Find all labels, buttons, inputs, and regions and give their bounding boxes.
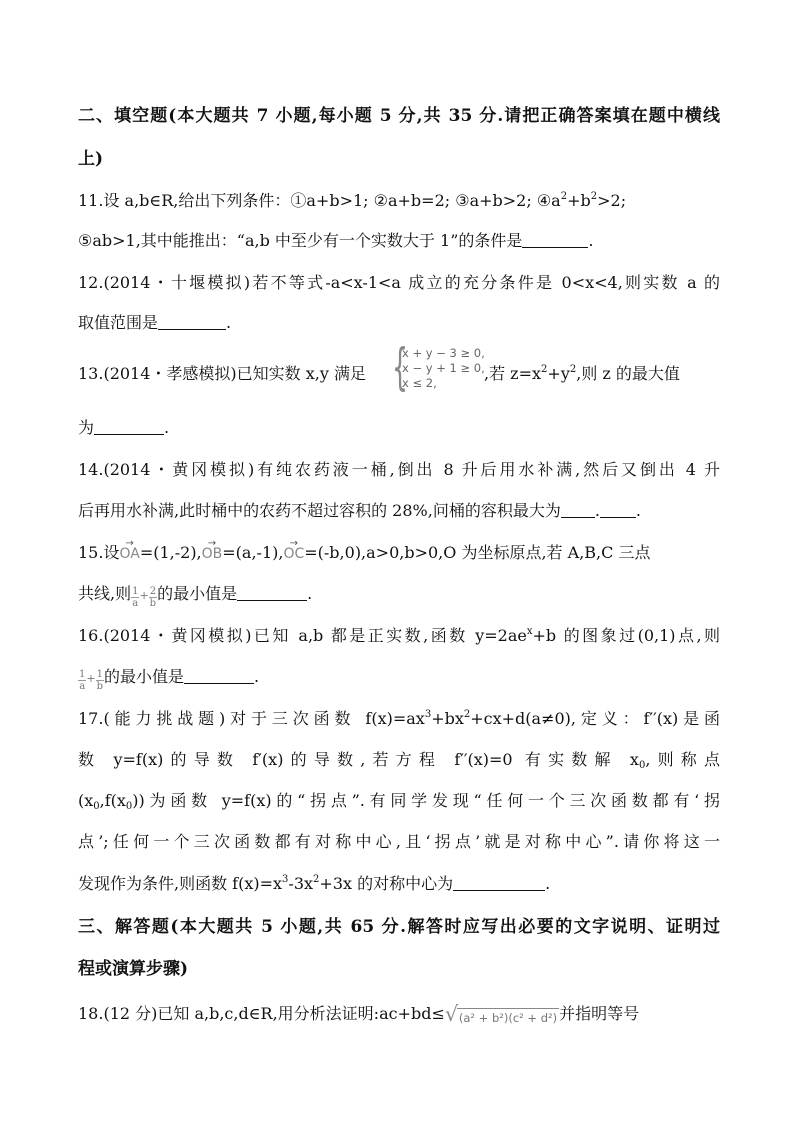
- question-17-line-5: 发现作为条件,则函数 $f(x)=x^3-3x^2+3x$ 的对称中心为 .: [78, 874, 551, 893]
- fraction-1-over-a: $\frac{1}{a}$: [132, 586, 139, 609]
- constraint-1: x + y − 3 ≥ 0,: [402, 346, 485, 360]
- answer-blank[interactable]: [158, 313, 226, 330]
- vector-ob: → OB: [202, 542, 223, 566]
- sqrt-expression-image: √ (a² + b²)(c² + d²): [444, 1002, 558, 1026]
- vector-oa: → OA: [119, 542, 139, 566]
- question-11-line-2: ⑤ab>1,其中能推出：“a,b 中至少有一个实数大于 1”的条件是 .: [78, 231, 594, 250]
- question-16-line-1: 16.(2014・黄冈模拟)已知 a,b 都是正实数,函数 $y=2ae^x+b$ 的图象过(0,1)点,则: [78, 626, 720, 645]
- question-12-line-1: 12.(2014・十堰模拟)若不等式-a<x-1<a 成立的充分条件是 0<x<4,则实数 a 的: [78, 273, 720, 292]
- vector-oc: → OC: [283, 542, 304, 566]
- question-17-line-1: 17.(能力挑战题)对于三次函数 $f(x)=ax^3+bx^2+cx+d(a\ne 0)$,定义：f′′(x)是函: [78, 709, 720, 728]
- question-12-line-2: 取值范围是 .: [78, 313, 232, 332]
- question-14-line-1: 14.(2014・黄冈模拟)有纯农药液一桶,倒出 8 升后用水补满,然后又倒出 4 升: [78, 460, 720, 479]
- question-17-line-4: 点’;任何一个三次函数都有对称中心,且‘拐点’就是对称中心”.请你将这一: [78, 832, 720, 851]
- constraint-system-image: { x + y − 3 ≥ 0, x − y + 1 ≥ 0, x ≤ 2,: [394, 346, 520, 400]
- answer-blank[interactable]: [453, 874, 545, 891]
- question-14-line-2: 后再用水补满,此时桶中的农药不超过容积的 28%,问桶的容积最大为 . .: [78, 501, 642, 520]
- question-16-line-2: $\frac{1}{a}$ + $\frac{1}{b}$ 的最小值是 .: [79, 667, 260, 692]
- question-13-line-1: 13.(2014・孝感模拟)已知实数 x,y 满足 ,若 $z=x^2+y^2$,则 z 的最大值: [78, 364, 680, 383]
- question-18-line-1: 18.(12 分)已知 a,b,c,d∈R,用分析法证明:ac+bd≤ √ (a² + b²)(c² + d²) 并指明等号: [78, 1002, 640, 1026]
- answer-blank[interactable]: [94, 418, 164, 435]
- constraint-3: x ≤ 2,: [402, 376, 437, 390]
- fraction-1-over-b: $\frac{1}{b}$: [96, 669, 103, 692]
- question-15-line-1: 15.设→ OA=(1,-2),→ OB=(a,-1),→ OC=(-b,0),a>0,b>0,O 为坐标原点,若 A,B,C 三点: [78, 541, 720, 565]
- question-11-line-1: 11.设 a,b∈R,给出下列条件：①a+b>1; ②a+b=2; ③a+b>2; $④a^2+b^2>2$;: [78, 191, 627, 210]
- answer-blank[interactable]: [600, 501, 636, 518]
- question-13-line-2: 为 .: [78, 418, 170, 437]
- question-17-line-2: 数 y=f(x)的导数 f′(x)的导数,若方程 f′′(x)=0 有实数解 $x_0$,则称点: [78, 750, 720, 771]
- answer-blank[interactable]: [184, 667, 254, 684]
- section-3-title-line-1: 三、解答题(本大题共 5 小题,共 65 分.解答时应写出必要的文字说明、证明过: [78, 917, 720, 937]
- answer-blank[interactable]: [237, 584, 307, 601]
- section-2-title-line-1: 二、填空题(本大题共 7 小题,每小题 5 分,共 35 分.请把正确答案填在题中横线: [78, 106, 720, 126]
- fraction-1-over-a: $\frac{1}{a}$: [79, 669, 86, 692]
- constraint-2: x − y + 1 ≥ 0,: [402, 361, 485, 375]
- question-15-line-2: 共线,则 $\frac{1}{a}$ + $\frac{2}{b}$ 的最小值是 .: [78, 584, 313, 609]
- answer-blank[interactable]: [561, 501, 595, 518]
- section-2-title-line-2: 上): [78, 149, 104, 169]
- section-3-title-line-2: 程或演算步骤): [78, 959, 189, 979]
- fraction-2-over-b: $\frac{2}{b}$: [149, 586, 157, 609]
- question-17-line-3: $(x_0,f(x_0))$为函数 y=f(x)的“拐点”.有同学发现“任何一个三次函数都有‘拐: [78, 791, 720, 812]
- answer-blank[interactable]: [522, 231, 588, 248]
